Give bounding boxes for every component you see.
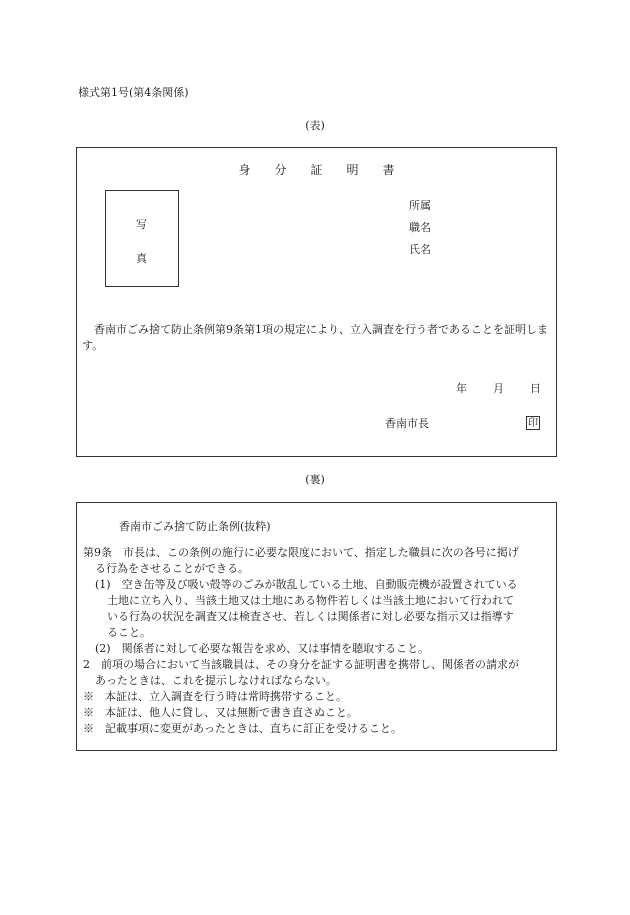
title-char: 身: [238, 163, 251, 177]
certificate-title: [77, 162, 556, 178]
article-line: あったときは、これを提示しなければならない。: [95, 674, 337, 687]
front-side-label: (表): [305, 119, 325, 132]
note-line: ※ 記載事項に変更があったときは、直ちに訂正を受けること。: [83, 722, 402, 735]
job-title-label: 職名: [409, 221, 431, 234]
issue-date: [456, 381, 541, 396]
name-label: 氏名: [409, 243, 431, 256]
title-char: 明: [346, 163, 359, 177]
photo-area: [105, 190, 179, 287]
article-line: ること。: [107, 626, 151, 639]
article-line: (2) 関係者に対して必要な報告を求め、又は事情を聴取すること。: [95, 642, 430, 655]
article-line: 土地に立ち入り、当該土地又は土地にある物件若しくは当該土地において行われて: [107, 594, 514, 607]
article-line: 第9条 市長は、この条例の施行に必要な限度において、指定した職員に次の各号に掲げ: [83, 546, 519, 559]
certificate-front: [76, 147, 557, 457]
date-day-label: 日: [530, 382, 541, 395]
article-line: (1) 空き缶等及び吸い殻等のごみが散乱している土地、自動販売機が設置されている: [95, 578, 518, 591]
certificate-back: [76, 502, 557, 751]
note-line: ※ 本証は、他人に貸し、又は無断で書き直さぬこと。: [83, 706, 358, 719]
affiliation-label: 所属: [409, 199, 431, 212]
seal-stamp: 印: [528, 418, 538, 429]
title-char: 書: [382, 163, 395, 177]
form-number-label: 様式第1号(第4条関係): [78, 86, 189, 99]
photo-label-char: 写: [136, 218, 147, 231]
certification-statement: 香南市ごみ捨て防止条例第9条第1項の規定により、立入調査を行う者であることを証明します。: [82, 323, 548, 352]
title-char: 分: [274, 163, 287, 177]
article-line: る行為をさせることができる。: [95, 562, 249, 575]
ordinance-excerpt-title: 香南市ごみ捨て防止条例(抜粋): [119, 520, 271, 533]
date-month-label: 月: [493, 382, 504, 395]
mayor-label: 香南市長: [385, 417, 429, 430]
note-line: ※ 本証は、立入調査を行う時は常時携帯すること。: [83, 690, 347, 703]
back-side-label: (裏): [305, 473, 325, 486]
photo-label-char: 真: [136, 252, 147, 265]
title-char: 証: [310, 163, 323, 177]
date-year-label: 年: [456, 382, 467, 395]
article-line: いる行為の状況を調査又は検査させ、若しくは関係者に対し必要な指示又は指導す: [107, 610, 514, 623]
article-line: 2 前項の場合において当該職員は、その身分を証する証明書を携帯し、関係者の請求が: [83, 658, 519, 671]
